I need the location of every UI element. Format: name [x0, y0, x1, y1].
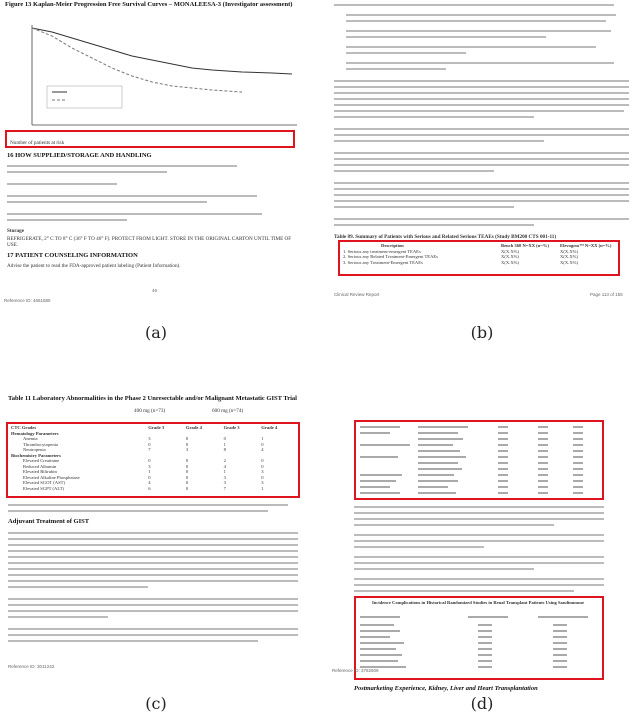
- text-line: [7, 213, 262, 215]
- row-label: 3. Serious any Treatment-Emergent TEAEs: [343, 259, 423, 265]
- text-line: [354, 578, 604, 580]
- text-line: [8, 628, 298, 630]
- cell: 0: [185, 480, 189, 485]
- cell: 0: [223, 436, 226, 441]
- reference-id: Reference ID: 4661585: [4, 298, 51, 303]
- row-label: Reduced Albumin: [23, 463, 57, 469]
- cell: 0: [185, 463, 189, 469]
- highlight-risk-table: [5, 130, 295, 148]
- table-89: [341, 243, 617, 265]
- text-line: [354, 556, 604, 558]
- complications-table-title: Incidence Complications in Historical Randomized Studies in Renal Transplant Patients Using Sandimmune: [371, 600, 585, 605]
- group-label: Biochemistry Parameters: [11, 452, 61, 458]
- cell: 0: [185, 458, 189, 463]
- caption-b: (b): [470, 323, 494, 342]
- text-line: [334, 182, 629, 184]
- cell: 3: [223, 474, 226, 480]
- cell: 3: [261, 480, 264, 485]
- row-value: X(X.X%): [560, 259, 578, 265]
- text-line: [8, 634, 298, 636]
- cell: 0: [148, 441, 151, 447]
- dose-400: 400 mg (n=73): [134, 408, 166, 414]
- section-17-heading: 17 PATIENT COUNSELING INFORMATION: [7, 252, 138, 259]
- cell: 0: [261, 458, 264, 463]
- cell: 3: [148, 463, 151, 469]
- text-line: [8, 556, 298, 558]
- text-line: [334, 152, 629, 154]
- footer-right: Page 113 of 155: [590, 292, 623, 297]
- cell: 0: [185, 485, 189, 491]
- cell: 7: [148, 447, 151, 452]
- text-line: [8, 610, 298, 612]
- text-line: [334, 110, 624, 112]
- document-page-a: [2, 0, 308, 318]
- section-heading: Adjuvant Treatment of GIST: [8, 518, 90, 525]
- text-line: [8, 586, 148, 588]
- text-line: [346, 20, 606, 22]
- page-number: 46: [152, 288, 158, 293]
- text-line: [334, 134, 629, 136]
- storage-label: Storage: [7, 228, 24, 234]
- cell: 0: [148, 474, 151, 480]
- text-line: [354, 562, 604, 564]
- text-line: [8, 568, 298, 570]
- reference-id: Reference ID: 3011242: [8, 664, 55, 669]
- text-line: [8, 550, 298, 552]
- text-line: [334, 128, 629, 130]
- row-label: 2. Serious any Related Treatment-Emergent TEAEs: [343, 254, 439, 259]
- text-line: [8, 616, 108, 618]
- row-label: Thrombocytopenia: [23, 441, 58, 447]
- text-line: [334, 140, 544, 142]
- postmarketing-heading: Postmarketing Experience, Kidney, Liver and Heart Transplantation: [354, 685, 538, 692]
- text-line: [7, 183, 117, 185]
- storage-text: REFRIGERATE, 2° C TO 8° C (36° F TO 46° F). PROTECT FROM LIGHT. STORE IN THE ORIGINAL CARTON UNTIL TIME OF USE.: [7, 236, 292, 248]
- col-grade3: Grade 3: [223, 425, 240, 430]
- text-line: [8, 604, 298, 606]
- document-page-d: [328, 356, 636, 692]
- text-line: [334, 206, 514, 208]
- panel-c: [2, 356, 308, 678]
- caption-a: (a): [144, 323, 168, 342]
- row-label: Elevated SGPT (ALT): [23, 485, 65, 491]
- text-line: [334, 164, 629, 166]
- text-line: [334, 200, 629, 202]
- text-line: [346, 68, 446, 70]
- document-page-b: [328, 0, 636, 318]
- cell: 1: [261, 436, 264, 441]
- row-value: X(X.X%): [560, 248, 578, 254]
- cell: 4: [223, 463, 226, 469]
- text-line: [354, 524, 554, 526]
- col-description: Description: [381, 243, 404, 248]
- counsel-text: Advise the patient to read the FDA-approved patient labeling (Patient Information).: [7, 263, 181, 269]
- row-value: X(X.X%): [501, 248, 519, 254]
- text-line: [8, 580, 298, 582]
- text-line: [354, 546, 484, 548]
- text-line: [354, 512, 604, 514]
- col-elevogrm: Elevogrm™ N=XX (n=%): [560, 243, 612, 248]
- cell: 0: [261, 441, 264, 447]
- text-line: [334, 98, 629, 100]
- panel-b: [328, 0, 636, 318]
- cell: 0: [261, 474, 264, 480]
- text-line: [346, 52, 466, 54]
- cell: 0: [185, 474, 189, 480]
- cell: 6: [148, 485, 151, 491]
- km-plot: [12, 20, 302, 135]
- section-16-heading: 16 HOW SUPPLIED/STORAGE AND HANDLING: [7, 152, 152, 159]
- row-label: Neutropenia: [23, 447, 46, 452]
- text-line: [334, 218, 629, 220]
- cell: 1: [261, 485, 264, 491]
- cell: 1: [148, 469, 151, 474]
- text-line: [8, 538, 298, 540]
- text-line: [334, 86, 629, 88]
- group-label: Hematology Parameters: [11, 430, 59, 436]
- text-line: [334, 4, 614, 6]
- complications-table-lines: [358, 614, 602, 676]
- text-line: [334, 92, 629, 94]
- text-line: [354, 506, 604, 508]
- text-line: [334, 170, 494, 172]
- table-89-title: Table 89. Summary of Patients with Serious and Related Serious TEAEs (Study BM200 CTS 001-11): [334, 234, 557, 240]
- text-line: [7, 165, 237, 167]
- table-11-title: Table 11 Laboratory Abnormalities in the Phase 2 Unresectable and/or Malignant Metastatic GIST Trial: [8, 395, 297, 402]
- row-label: Anemia: [23, 436, 38, 441]
- cell: 0: [185, 469, 189, 474]
- text-line: [7, 219, 127, 221]
- footer-left: Clinical Review Report: [334, 292, 380, 297]
- table-11: [9, 425, 297, 491]
- text-line: [7, 195, 257, 197]
- cell: 0: [148, 458, 151, 463]
- text-line: [346, 36, 546, 38]
- cell: 1: [223, 469, 226, 474]
- figure-title: Figure 13 Kaplan-Meier Progression Free Survival Curves – MONALEESA-3 (Investigator assessment): [5, 1, 293, 8]
- text-line: [354, 568, 534, 570]
- row-value: X(X.X%): [501, 259, 519, 265]
- text-line: [7, 171, 167, 173]
- cell: 0: [185, 441, 189, 447]
- document-page-c: [2, 356, 308, 678]
- row-label: Elevated Creatinine: [23, 458, 60, 463]
- table-row: [9, 486, 297, 492]
- dose-600: 600 mg (n=74): [212, 408, 244, 414]
- text-line: [8, 574, 298, 576]
- text-line: [8, 640, 258, 642]
- cell: 3: [185, 447, 189, 452]
- text-line: [346, 46, 596, 48]
- text-line: [334, 224, 534, 226]
- text-line: [354, 584, 604, 586]
- text-line: [334, 80, 629, 82]
- table-row: [341, 260, 617, 266]
- cell: 2: [223, 458, 226, 463]
- cell: 1: [223, 441, 226, 447]
- adverse-table-lines: [358, 424, 602, 498]
- text-line: [8, 562, 298, 564]
- text-line: [354, 534, 604, 536]
- text-line: [334, 104, 629, 106]
- text-line: [346, 62, 614, 64]
- text-line: [8, 504, 288, 506]
- text-line: [334, 116, 534, 118]
- caption-d: (d): [470, 694, 494, 713]
- col-grade4: Grade 4: [261, 425, 278, 430]
- text-line: [354, 540, 604, 542]
- text-line: [334, 158, 629, 160]
- row-value: X(X.X%): [501, 254, 519, 259]
- col-bench: Bench 360 N=XX (n=%): [501, 243, 549, 248]
- col-grade3: Grade 3: [148, 425, 165, 430]
- text-line: [334, 194, 629, 196]
- text-line: [346, 30, 611, 32]
- highlight-table-11: [6, 422, 300, 498]
- text-line: [8, 544, 298, 546]
- row-label: Elevated Alkaline Phosphatase: [23, 474, 80, 480]
- text-line: [334, 188, 629, 190]
- caption-c: (c): [145, 694, 167, 713]
- reference-id: Reference ID: 3782609: [332, 668, 379, 673]
- cell: 3: [223, 480, 226, 485]
- cell: 3: [261, 469, 264, 474]
- col-ctc: CTC Grades: [11, 425, 37, 430]
- panel-a: [2, 0, 308, 318]
- row-label: Elevated Bilirubin: [23, 469, 57, 474]
- cell: 4: [261, 447, 264, 452]
- cell: 0: [185, 436, 189, 441]
- text-line: [354, 518, 604, 520]
- text-line: [8, 598, 298, 600]
- row-label: Elevated SGOT (AST): [23, 480, 66, 485]
- cell: 3: [148, 436, 151, 441]
- text-line: [7, 201, 207, 203]
- cell: 7: [223, 485, 226, 491]
- risk-label: Number of patients at risk: [10, 140, 65, 146]
- cell: 0: [261, 463, 264, 469]
- col-grade4: Grade 4: [185, 425, 202, 430]
- row-label: 1. Serious any treatment-emergent TEAEs: [343, 248, 421, 254]
- row-value: X(X.X%): [560, 254, 578, 259]
- highlight-table-89: [338, 240, 620, 276]
- panel-d: [328, 356, 636, 692]
- text-line: [8, 510, 268, 512]
- cell: 4: [148, 480, 151, 485]
- text-line: [8, 532, 298, 534]
- text-line: [346, 14, 616, 16]
- cell: 8: [223, 447, 226, 452]
- text-line: [354, 590, 574, 592]
